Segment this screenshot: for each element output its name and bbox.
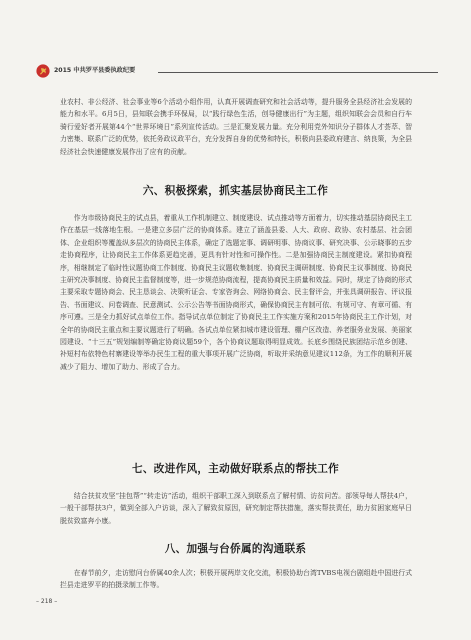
paragraph-section-7: 结合扶贫攻坚“挂包帮”“转走访”活动，组织干部职工深入到联系点了解村情、访贫问苦。部领导每人帮扶4户，一般干部帮扶3户，做到全部入户访谈，深入了解致贫原因，研究制定帮扶措施，落实帮扶责任，助力贫困家庭早日脱贫致富奔小康。 — [60, 492, 412, 525]
header-title: 2015 中共罗平县委执政纪要 — [54, 67, 136, 74]
paragraph-intro-continued: 业农村、非公经济、社会事业等6个活动小组作用，认真开展调查研究和社会活动等，提升服务全县经济社会发展的能力和水平。6月5日，县知联会携手环保局，以“践行绿色生活，创导健康出行”为主题，组织知联会会员和自行车骑行爱好者开展第44个“世界环境日”系列宣传活动。三是汇聚发展力量。充分利用党外知识分子群体人才荟萃、智力密集、联系广泛的优势，依托务政议政平台，充分发挥自身的优势和特长，积极向县委政府建言、纳良策，为全县经济社会快速健康发展作出了应有的贡献。 — [60, 98, 412, 156]
paragraph-section-8: 在春节前夕，走访慰问台侨属40余人次；积极开展两岸文化交流，积极协助台湾TVBS电视台剧组赴中国进行式拦县走进罗平的拍摄录制工作等。 — [60, 569, 412, 590]
section-heading-8: 八、加强与台侨属的沟通联系 — [164, 543, 307, 555]
party-emblem-icon — [36, 64, 50, 78]
header-rule — [158, 72, 438, 73]
paragraph-section-6: 作为市级协商民主的试点县，着重从工作机制建立、制度建设、试点推动等方面着力，切实推动基层协商民主工作在基层一线落地生根。一是建立多层广泛的协商体系。建立了涵盖县委、人大、政府、政协、农村基层、社会团体、企业组织等覆盖纵多层次的协商民主体系，确定了选题定事、调研明事、协商议事、研究决事、公示晓事的五步走协商程序，让协商民主工作体系更趋完善，更具有针对性和可操作性。二是加强协商民主制度建设。紧扣协商程序，相继制定了临时性议题协商工作制度、协商民主议题收集制度、协商民主调研制度、协商民主议事制度、协商民主研究决事制度、协商民主监督制度等，进一步规范协商流程，提高协商民主质量和效益。同时，规定了协商的形式主要采取专题协商会、民主恳谈会、决策听证会、专家咨询会、网络协商会、民主督评会，并张具调研报告、评议报告、书面建议、问卷调查、民意测试、公示公告等书面协商形式，确保协商民主有制可依、有规可守、有章可循、有序可遵。三是全力抓好试点单位工作。指导试点单位制定了协商民主工作实施方案和2015年协商民主工作计划，对全年的协商民主重点和主要议题进行了明确。各试点单位紧扣城市建设管理、棚户区改造、养老服务业发展、美丽家园建设、“十三五”规划编制等确定协商议题59个，各个协商议题取得明显成效。长底乡围绕民族团结示范乡创建、补短村布依特色村寨建设等举办民生工程的重大事项开展广泛协商，听取并采纳意见建议112条，为工作的顺利开展减少了阻力、增加了助力、形成了合力。 — [60, 214, 412, 371]
section-heading-7: 七、改进作风，主动做好联系点的帮扶工作 — [132, 463, 339, 475]
page-number: – 218 – — [36, 598, 58, 605]
running-header — [36, 64, 438, 80]
section-heading-6: 六、积极探索，抓实基层协商民主工作 — [142, 185, 329, 197]
